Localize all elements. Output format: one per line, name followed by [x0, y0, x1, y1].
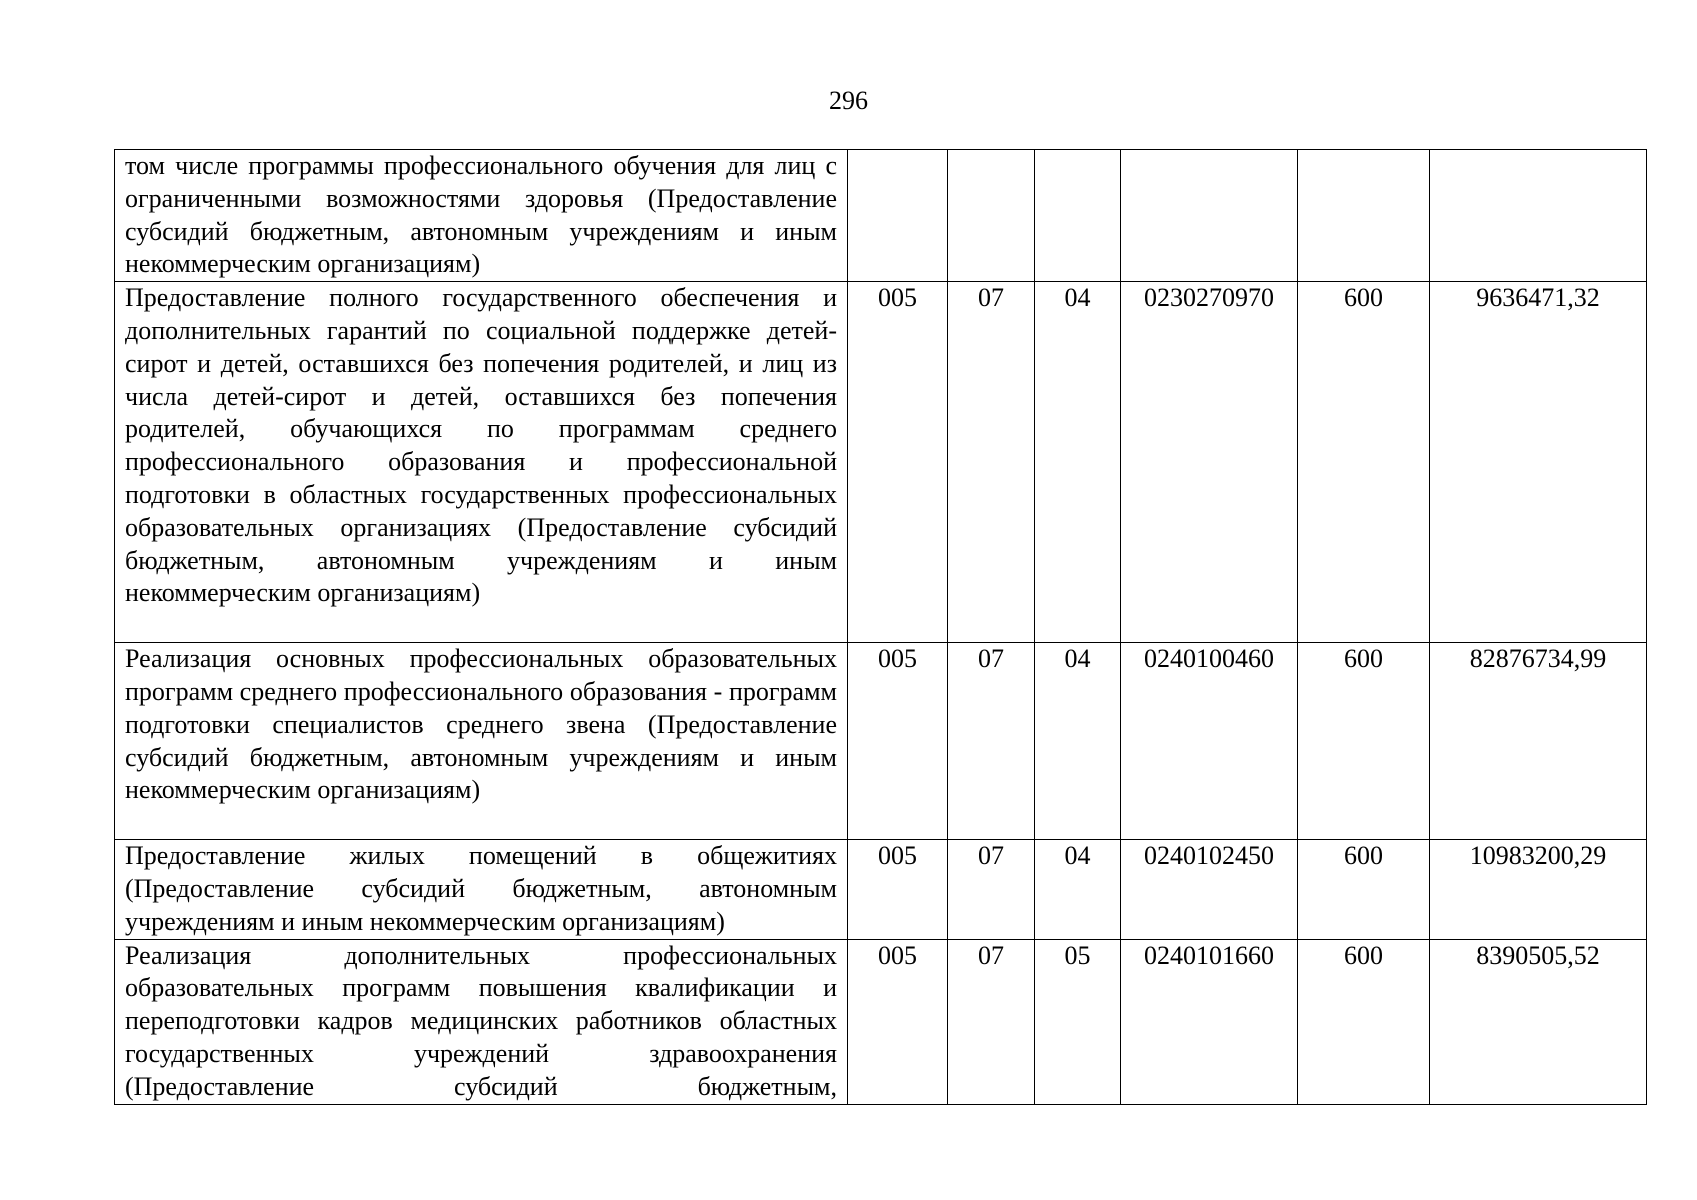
table-row [115, 643, 1647, 840]
expense-name: Реализация дополнительных профессиональных образовательных программ повышения квалификации и переподготовки кадров медицинских работников областных государственных учреждений здравоохранения (Предоставление субсидий бюджетным, [115, 939, 848, 1104]
amount: 8390505,52 [1430, 939, 1647, 1104]
expense-name: Предоставление жилых помещений в общежитиях (Предоставление субсидий бюджетным, автономным учреждениям и иным некоммерческим организациям) [115, 840, 848, 939]
section-code: 07 [948, 840, 1035, 939]
section-code [948, 150, 1035, 282]
subsection-code: 04 [1035, 840, 1121, 939]
section-code: 07 [948, 643, 1035, 840]
expense-type-code [1298, 150, 1430, 282]
table-row [115, 150, 1647, 282]
grbs-code [848, 150, 948, 282]
subsection-code [1035, 150, 1121, 282]
expense-name: том числе программы профессионального обучения для лиц с ограниченными возможностями здоровья (Предоставление субсидий бюджетным, автономным учреждениям и иным некоммерческим организациям) [115, 150, 848, 282]
expense-type-code: 600 [1298, 939, 1430, 1104]
section-code: 07 [948, 282, 1035, 643]
expense-name: Предоставление полного государственного обеспечения и дополнительных гарантий по социальной поддержке детей-сирот и детей, оставшихся без попечения родителей, и лиц из числа детей-сирот и детей, оставшихся без попечения родителей, обучающихся по программам среднего профессионального образования и профессиональной подготовки в областных государственных профессиональных образовательных организациях (Предоставление субсидий бюджетным, автономным учреждениям и иным некоммерческим организациям) [115, 282, 848, 643]
target-article-code: 0240102450 [1121, 840, 1298, 939]
amount [1430, 150, 1647, 282]
expense-type-code: 600 [1298, 643, 1430, 840]
target-article-code: 0240101660 [1121, 939, 1298, 1104]
table-row [115, 939, 1647, 1104]
subsection-code: 04 [1035, 643, 1121, 840]
table-row [115, 840, 1647, 939]
amount: 10983200,29 [1430, 840, 1647, 939]
subsection-code: 04 [1035, 282, 1121, 643]
subsection-code: 05 [1035, 939, 1121, 1104]
grbs-code: 005 [848, 840, 948, 939]
grbs-code: 005 [848, 643, 948, 840]
page-number: 296 [829, 86, 868, 115]
section-code: 07 [948, 939, 1035, 1104]
amount: 9636471,32 [1430, 282, 1647, 643]
target-article-code [1121, 150, 1298, 282]
table-row [115, 282, 1647, 643]
grbs-code: 005 [848, 282, 948, 643]
expense-type-code: 600 [1298, 282, 1430, 643]
expense-type-code: 600 [1298, 840, 1430, 939]
budget-table [114, 149, 1647, 1105]
target-article-code: 0230270970 [1121, 282, 1298, 643]
target-article-code: 0240100460 [1121, 643, 1298, 840]
expense-name: Реализация основных профессиональных образовательных программ среднего профессионального образования - программ подготовки специалистов среднего звена (Предоставление субсидий бюджетным, автономным учреждениям и иным некоммерческим организациям) [115, 643, 848, 840]
amount: 82876734,99 [1430, 643, 1647, 840]
grbs-code: 005 [848, 939, 948, 1104]
